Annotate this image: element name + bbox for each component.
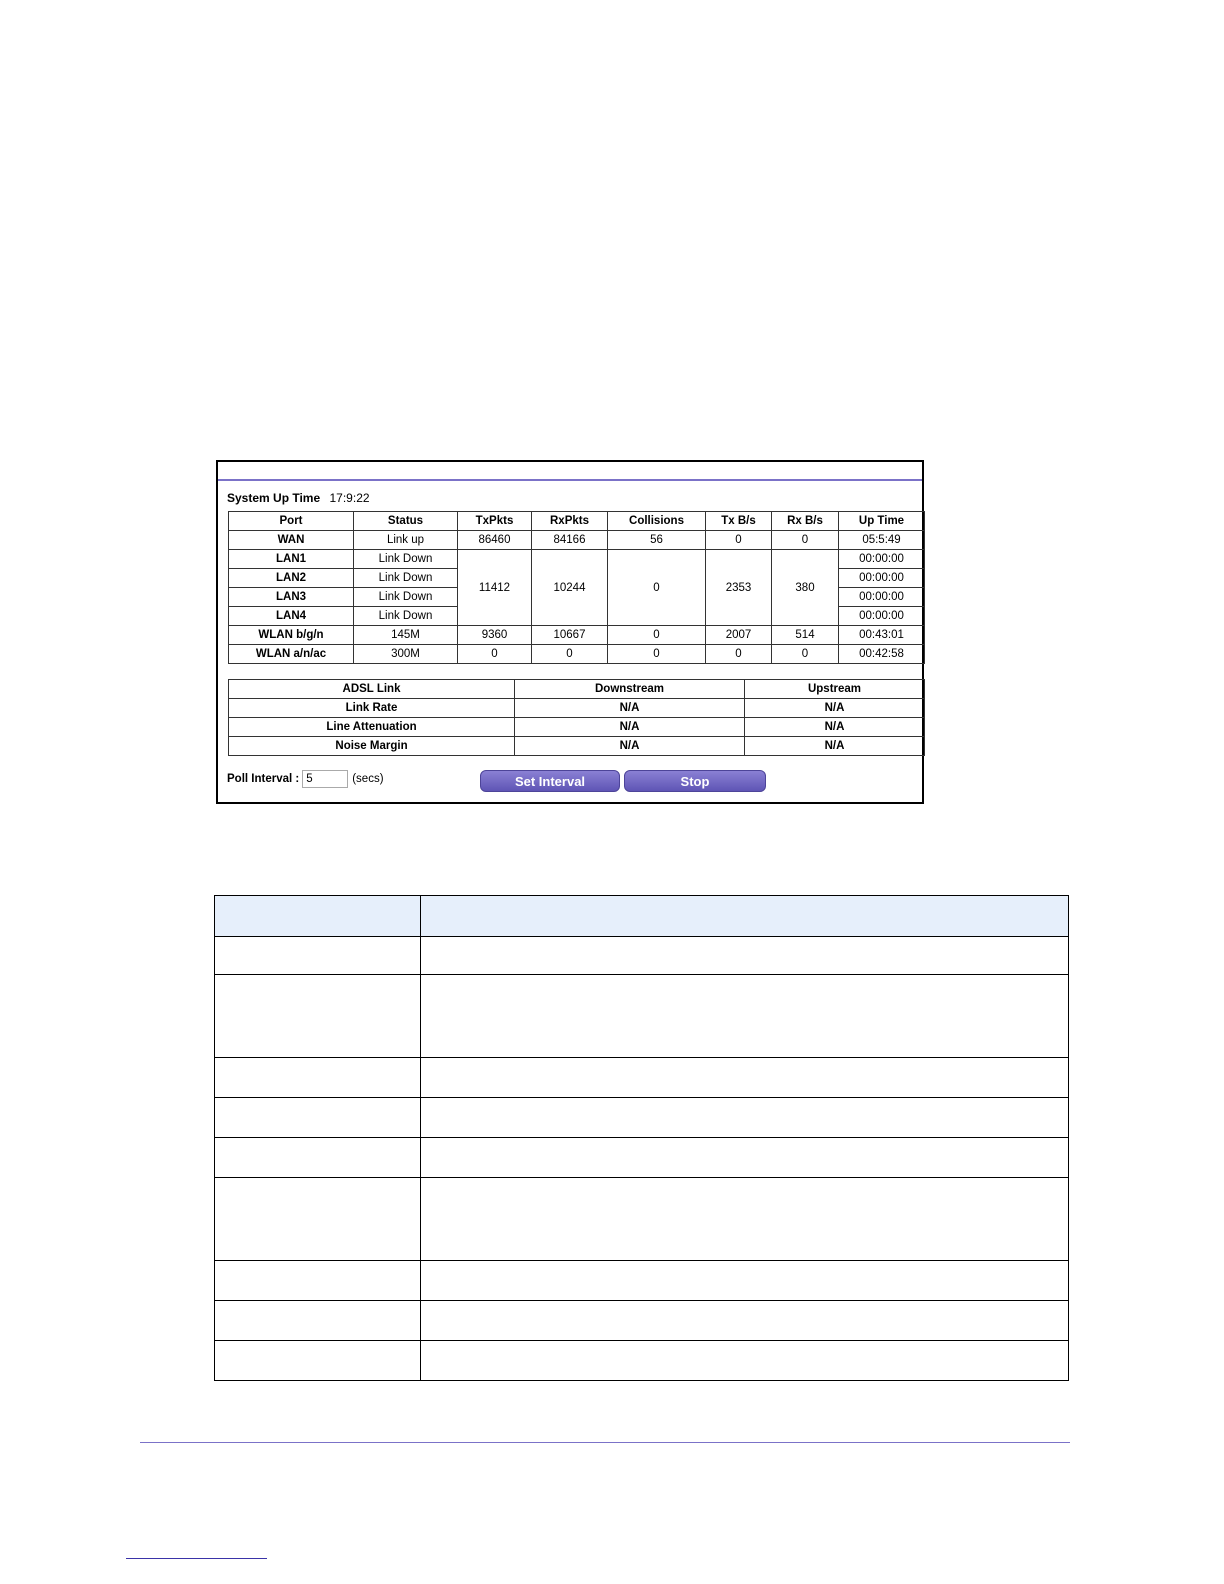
port-name: WLAN a/n/ac — [229, 645, 354, 664]
desc-row — [215, 1138, 1069, 1178]
desc-text-cell — [421, 975, 1069, 1058]
adsl-row-label: Noise Margin — [229, 737, 515, 756]
up-time: 05:5:49 — [839, 531, 925, 550]
col-header-up-time: Up Time — [839, 512, 925, 531]
col-header-downstream: Downstream — [515, 680, 745, 699]
poll-interval-unit: (secs) — [352, 773, 384, 785]
rx-packets: 10667 — [532, 626, 608, 645]
tx-bytes-per-sec: 0 — [706, 531, 772, 550]
col-header-collisions: Collisions — [608, 512, 706, 531]
stats-row-wlan-anac — [229, 645, 925, 664]
up-time: 00:42:58 — [839, 645, 925, 664]
set-interval-button[interactable]: Set Interval — [480, 770, 620, 792]
tx-bytes-per-sec: 0 — [706, 645, 772, 664]
desc-header-row — [215, 896, 1069, 937]
lan-rx-bytes-per-sec: 380 — [772, 550, 839, 626]
downstream-value: N/A — [515, 718, 745, 737]
desc-text-cell — [421, 1178, 1069, 1261]
adsl-row-noise-margin — [229, 737, 925, 756]
stop-button[interactable]: Stop — [624, 770, 766, 792]
lan-tx-packets: 11412 — [458, 550, 532, 626]
system-up-time-value: 17:9:22 — [329, 491, 370, 505]
stats-row-lan1 — [229, 550, 925, 569]
footer-link-underline[interactable] — [126, 1558, 267, 1559]
adsl-header-row — [229, 680, 925, 699]
lan-collisions: 0 — [608, 550, 706, 626]
col-header-adsl-link: ADSL Link — [229, 680, 515, 699]
up-time: 00:00:00 — [839, 550, 925, 569]
lan-tx-bytes-per-sec: 2353 — [706, 550, 772, 626]
col-header-port: Port — [229, 512, 354, 531]
header-divider — [218, 479, 922, 481]
desc-field-cell — [215, 937, 421, 975]
desc-field-cell — [215, 975, 421, 1058]
up-time: 00:00:00 — [839, 569, 925, 588]
col-header-rxpkts: RxPkts — [532, 512, 608, 531]
upstream-value: N/A — [745, 718, 925, 737]
downstream-value: N/A — [515, 737, 745, 756]
adsl-row-line-attenuation — [229, 718, 925, 737]
col-header-rx-bs: Rx B/s — [772, 512, 839, 531]
upstream-value: N/A — [745, 737, 925, 756]
adsl-row-label: Link Rate — [229, 699, 515, 718]
desc-field-cell — [215, 1098, 421, 1138]
desc-text-cell — [421, 1341, 1069, 1381]
footer-rule — [140, 1442, 1070, 1443]
col-header-status: Status — [354, 512, 458, 531]
rx-packets: 84166 — [532, 531, 608, 550]
tx-packets: 9360 — [458, 626, 532, 645]
desc-field-cell — [215, 1178, 421, 1261]
port-name: LAN1 — [229, 550, 354, 569]
port-name: LAN3 — [229, 588, 354, 607]
col-header-upstream: Upstream — [745, 680, 925, 699]
rx-bytes-per-sec: 0 — [772, 531, 839, 550]
up-time: 00:00:00 — [839, 588, 925, 607]
rx-bytes-per-sec: 514 — [772, 626, 839, 645]
port-statistics-table — [228, 511, 925, 664]
desc-field-cell — [215, 1261, 421, 1301]
collisions: 56 — [608, 531, 706, 550]
statistics-screenshot — [216, 460, 924, 804]
poll-interval-label: Poll Interval : — [227, 773, 300, 785]
desc-row — [215, 1098, 1069, 1138]
desc-field-cell — [215, 1058, 421, 1098]
poll-interval-input[interactable] — [302, 770, 348, 788]
stats-header-row — [229, 512, 925, 531]
desc-text-cell — [421, 1261, 1069, 1301]
desc-text-cell — [421, 937, 1069, 975]
up-time: 00:43:01 — [839, 626, 925, 645]
adsl-row-link-rate — [229, 699, 925, 718]
desc-field-cell — [215, 1301, 421, 1341]
field-description-table — [214, 895, 1069, 1381]
rx-packets: 0 — [532, 645, 608, 664]
up-time: 00:00:00 — [839, 607, 925, 626]
upstream-value: N/A — [745, 699, 925, 718]
system-up-time-label: System Up Time — [227, 491, 321, 505]
desc-row — [215, 1301, 1069, 1341]
desc-field-cell — [215, 1138, 421, 1178]
desc-row — [215, 1178, 1069, 1261]
port-status: Link Down — [354, 607, 458, 626]
desc-row — [215, 1058, 1069, 1098]
tx-bytes-per-sec: 2007 — [706, 626, 772, 645]
rx-bytes-per-sec: 0 — [772, 645, 839, 664]
port-status: Link Down — [354, 569, 458, 588]
adsl-row-label: Line Attenuation — [229, 718, 515, 737]
tx-packets: 86460 — [458, 531, 532, 550]
desc-row — [215, 1261, 1069, 1301]
desc-header-field — [215, 896, 421, 937]
port-name: WAN — [229, 531, 354, 550]
port-status: 145M — [354, 626, 458, 645]
desc-row — [215, 975, 1069, 1058]
downstream-value: N/A — [515, 699, 745, 718]
collisions: 0 — [608, 645, 706, 664]
desc-text-cell — [421, 1138, 1069, 1178]
lan-rx-packets: 10244 — [532, 550, 608, 626]
poll-interval-row — [227, 770, 384, 788]
col-header-tx-bs: Tx B/s — [706, 512, 772, 531]
port-status: Link Down — [354, 588, 458, 607]
system-up-time — [227, 491, 370, 505]
stats-row-wan — [229, 531, 925, 550]
desc-header-description — [421, 896, 1069, 937]
adsl-link-table — [228, 679, 925, 756]
collisions: 0 — [608, 626, 706, 645]
col-header-txpkts: TxPkts — [458, 512, 532, 531]
port-status: Link up — [354, 531, 458, 550]
desc-row — [215, 937, 1069, 975]
stats-row-wlan-bgn — [229, 626, 925, 645]
port-status: 300M — [354, 645, 458, 664]
desc-field-cell — [215, 1341, 421, 1381]
desc-text-cell — [421, 1058, 1069, 1098]
tx-packets: 0 — [458, 645, 532, 664]
desc-text-cell — [421, 1301, 1069, 1341]
desc-text-cell — [421, 1098, 1069, 1138]
desc-row — [215, 1341, 1069, 1381]
port-name: LAN2 — [229, 569, 354, 588]
port-name: LAN4 — [229, 607, 354, 626]
port-status: Link Down — [354, 550, 458, 569]
port-name: WLAN b/g/n — [229, 626, 354, 645]
